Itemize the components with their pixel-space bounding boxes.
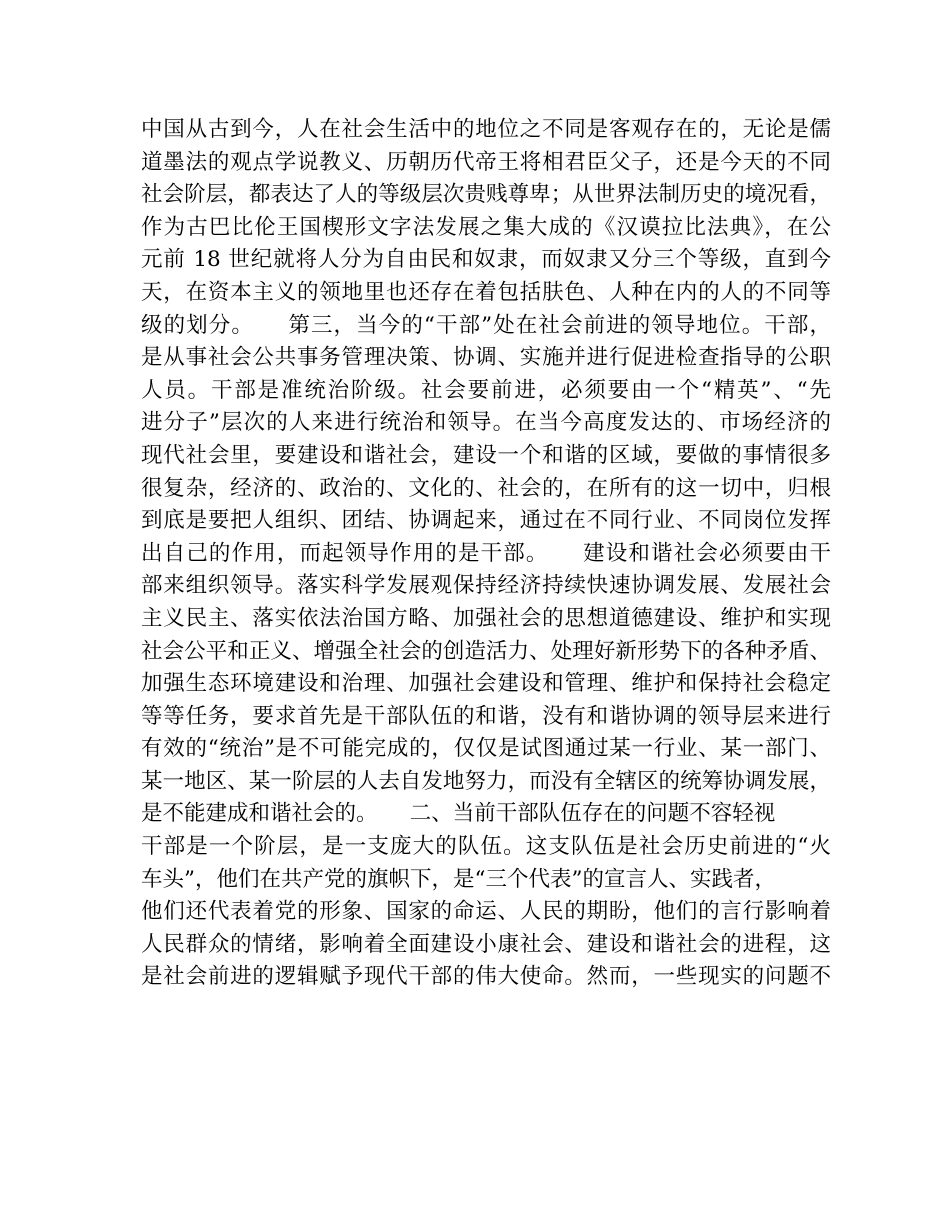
text-line: 是不能建成和谐社会的。 二、当前干部队伍存在的问题不容轻视 <box>141 801 776 827</box>
text-line: 作为古巴比伦王国楔形文字法发展之集大成的《汉谟拉比法典》，在公 <box>141 214 831 240</box>
text-line: 等等任务，要求首先是干部队伍的和谐，没有和谐协调的领导层来进行 <box>141 703 831 729</box>
text-line: 有效的“统治”是不可能完成的，仅仅是试图通过某一行业、某一部门、 <box>141 736 831 762</box>
text-line: 主义民主、落实依法治国方略、加强社会的思想道德建设、维护和实现 <box>141 605 831 631</box>
text-line: 干部是一个阶层，是一支庞大的队伍。这支队伍是社会历史前进的“火 <box>141 834 831 860</box>
body-text <box>141 114 831 994</box>
text-line: 出自己的作用，而起领导作用的是干部。 建设和谐社会必须要由干 <box>141 540 831 566</box>
text-line: 社会公平和正义、增强全社会的创造活力、处理好新形势下的各种矛盾、 <box>141 638 831 664</box>
text-line: 某一地区、某一阶层的人去自发地努力，而没有全辖区的统筹协调发展， <box>141 768 831 794</box>
text-line: 加强生态环境建设和治理、加强社会建设和管理、维护和保持社会稳定 <box>141 671 831 697</box>
text-line: 中国从古到今，人在社会生活中的地位之不同是客观存在的，无论是儒 <box>141 117 831 142</box>
text-line: 他们还代表着党的形象、国家的命运、人民的期盼，他们的言行影响着 <box>141 899 831 925</box>
text-line: 现代社会里，要建设和谐社会，建设一个和谐的区域，要做的事情很多 <box>141 442 831 468</box>
text-line: 到底是要把人组织、团结、协调起来，通过在不同行业、不同岗位发挥 <box>141 508 831 534</box>
text-line: 人民群众的情绪，影响着全面建设小康社会、建设和谐社会的进程，这 <box>141 931 831 957</box>
text-line: 社会阶层，都表达了人的等级层次贵贱尊卑；从世界法制历史的境况看， <box>141 182 831 208</box>
text-line: 人员。干部是准统治阶级。社会要前进，必须要由一个“精英”、“先 <box>141 377 831 403</box>
text-line: 部来组织领导。落实科学发展观保持经济持续快速协调发展、发展社会 <box>141 573 831 599</box>
text-line: 天，在资本主义的领地里也还存在着包括肤色、人种在内的人的不同等 <box>141 279 831 305</box>
text-line: 进分子”层次的人来进行统治和领导。在当今高度发达的、市场经济的 <box>141 410 831 436</box>
text-line: 是从事社会公共事务管理决策、协调、实施并进行促进检查指导的公职 <box>141 345 831 371</box>
text-line: 道墨法的观点学说教义、历朝历代帝王将相君臣父子，还是今天的不同 <box>141 149 831 175</box>
text-line: 很复杂，经济的、政治的、文化的、社会的，在所有的这一切中，归根 <box>141 475 831 501</box>
text-line: 是社会前进的逻辑赋予现代干部的伟大使命。然而，一些现实的问题不 <box>141 964 831 990</box>
text-line: 车头”，他们在共产党的旗帜下，是“三个代表”的宣言人、实践者， <box>141 866 776 892</box>
text-line: 级的划分。 第三，当今的“干部”处在社会前进的领导地位。干部， <box>141 312 831 338</box>
text-line: 元前 18 世纪就将人分为自由民和奴隶，而奴隶又分三个等级，直到今 <box>141 247 831 273</box>
